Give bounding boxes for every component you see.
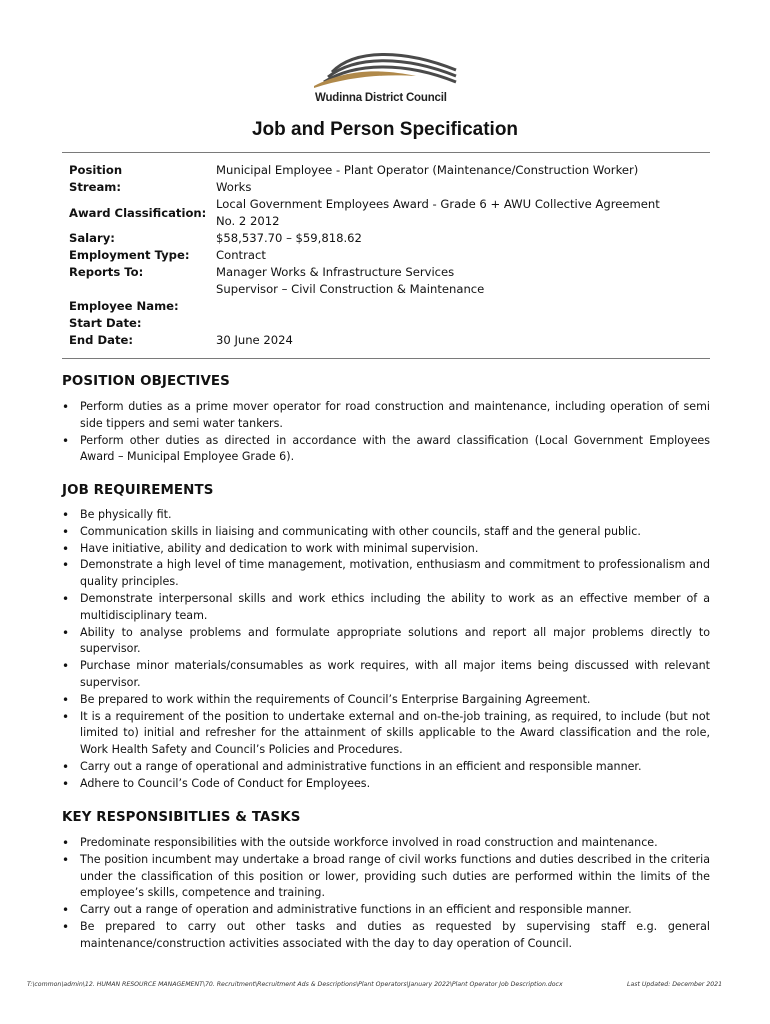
employment-type-value: Contract	[216, 248, 266, 262]
organisation-name: Wudinna District Council	[315, 92, 447, 104]
employee-name-label: Employee Name:	[69, 299, 179, 313]
document-title: Job and Person Specification	[251, 119, 519, 140]
salary-label: Salary:	[69, 231, 115, 245]
stream-label: Stream:	[69, 180, 122, 194]
list-item: • Communication skills in liaising and communicating with other councils, staff and the general public.	[62, 524, 710, 541]
list-item: • It is a requirement of the position to undertake external and on-the-job training, as required, to include (but not limited to) initial and refresher for the attainment of skills applicable to the Award classification and the role, Work Health Safety and Council’s Policies and Procedures.	[62, 709, 710, 759]
list-item: • The position incumbent may undertake a broad range of civil works functions and duties described in the criteria under the classification of this position or lower, providing such duties are performed within the limits of the employee’s skills, competence and training.	[62, 852, 710, 902]
footer-last-updated: Last Updated: December 2021	[627, 981, 723, 988]
award-value-line2: No. 2 2012	[216, 214, 280, 228]
footer-file-path: T:\common\admin\12. HUMAN RESOURCE MANAGEMENT\70. Recruitment\Recruitment Ads & Descriptions\Plant Operators\January 2022\Plant Operator Job Description.docx	[27, 981, 563, 988]
list-item: • Carry out a range of operational and administrative functions in an efficient and responsible manner.	[62, 759, 710, 776]
objectives-heading: POSITION OBJECTIVES	[62, 374, 230, 389]
list-item: • Have initiative, ability and dedication to work with minimal supervision.	[62, 541, 710, 558]
list-item: • Demonstrate interpersonal skills and work ethics including the ability to work as an effective member of a multidisciplinary team.	[62, 591, 710, 625]
list-item: • Be physically fit.	[62, 507, 710, 524]
list-item: • Be prepared to carry out other tasks and duties as requested by supervising staff e.g. general maintenance/construction activities associated with the day to day operation of Council.	[62, 919, 710, 953]
bottom-divider	[62, 358, 710, 359]
end-date-label: End Date:	[69, 333, 133, 347]
list-item: • Adhere to Council’s Code of Conduct for Employees.	[62, 776, 710, 793]
position-label: Position	[69, 163, 123, 177]
list-item: • Predominate responsibilities with the outside workforce involved in road construction and maintenance.	[62, 835, 710, 852]
list-item: • Carry out a range of operation and administrative functions in an efficient and responsible manner.	[62, 902, 710, 919]
position-value: Municipal Employee - Plant Operator (Maintenance/Construction Worker)	[216, 163, 639, 177]
start-date-label: Start Date:	[69, 316, 142, 330]
list-item: • Perform other duties as directed in accordance with the award classification (Local Government Employees Award – Municipal Employee Grade 6).	[62, 433, 710, 467]
award-value-line1: Local Government Employees Award - Grade 6 + AWU Collective Agreement	[216, 197, 660, 211]
top-divider	[62, 152, 710, 153]
salary-value: $58,537.70 – $59,818.62	[216, 231, 362, 245]
reports-to-value-line2: Supervisor – Civil Construction & Maintenance	[216, 282, 485, 296]
employment-type-label: Employment Type:	[69, 248, 190, 262]
responsibilities-list	[62, 835, 710, 953]
list-item: • Perform duties as a prime mover operator for road construction and maintenance, including operation of semi side tippers and semi water tankers.	[62, 399, 710, 433]
requirements-list	[62, 507, 710, 793]
award-label: Award Classification:	[69, 206, 207, 220]
end-date-value: 30 June 2024	[216, 333, 293, 347]
objectives-list	[62, 399, 710, 466]
list-item: • Ability to analyse problems and formulate appropriate solutions and report all major problems directly to supervisor.	[62, 625, 710, 659]
list-item: • Be prepared to work within the requirements of Council’s Enterprise Bargaining Agreement.	[62, 692, 710, 709]
responsibilities-heading: KEY RESPONSIBITLIES & TASKS	[62, 810, 301, 825]
requirements-heading: JOB REQUIREMENTS	[62, 483, 214, 498]
reports-to-value-line1: Manager Works & Infrastructure Services	[216, 265, 455, 279]
list-item: • Demonstrate a high level of time management, motivation, enthusiasm and commitment to professionalism and quality principles.	[62, 557, 710, 591]
reports-to-label: Reports To:	[69, 265, 144, 279]
list-item: • Purchase minor materials/consumables as work requires, with all major items being discussed with relevant supervisor.	[62, 658, 710, 692]
stream-value: Works	[216, 180, 252, 194]
